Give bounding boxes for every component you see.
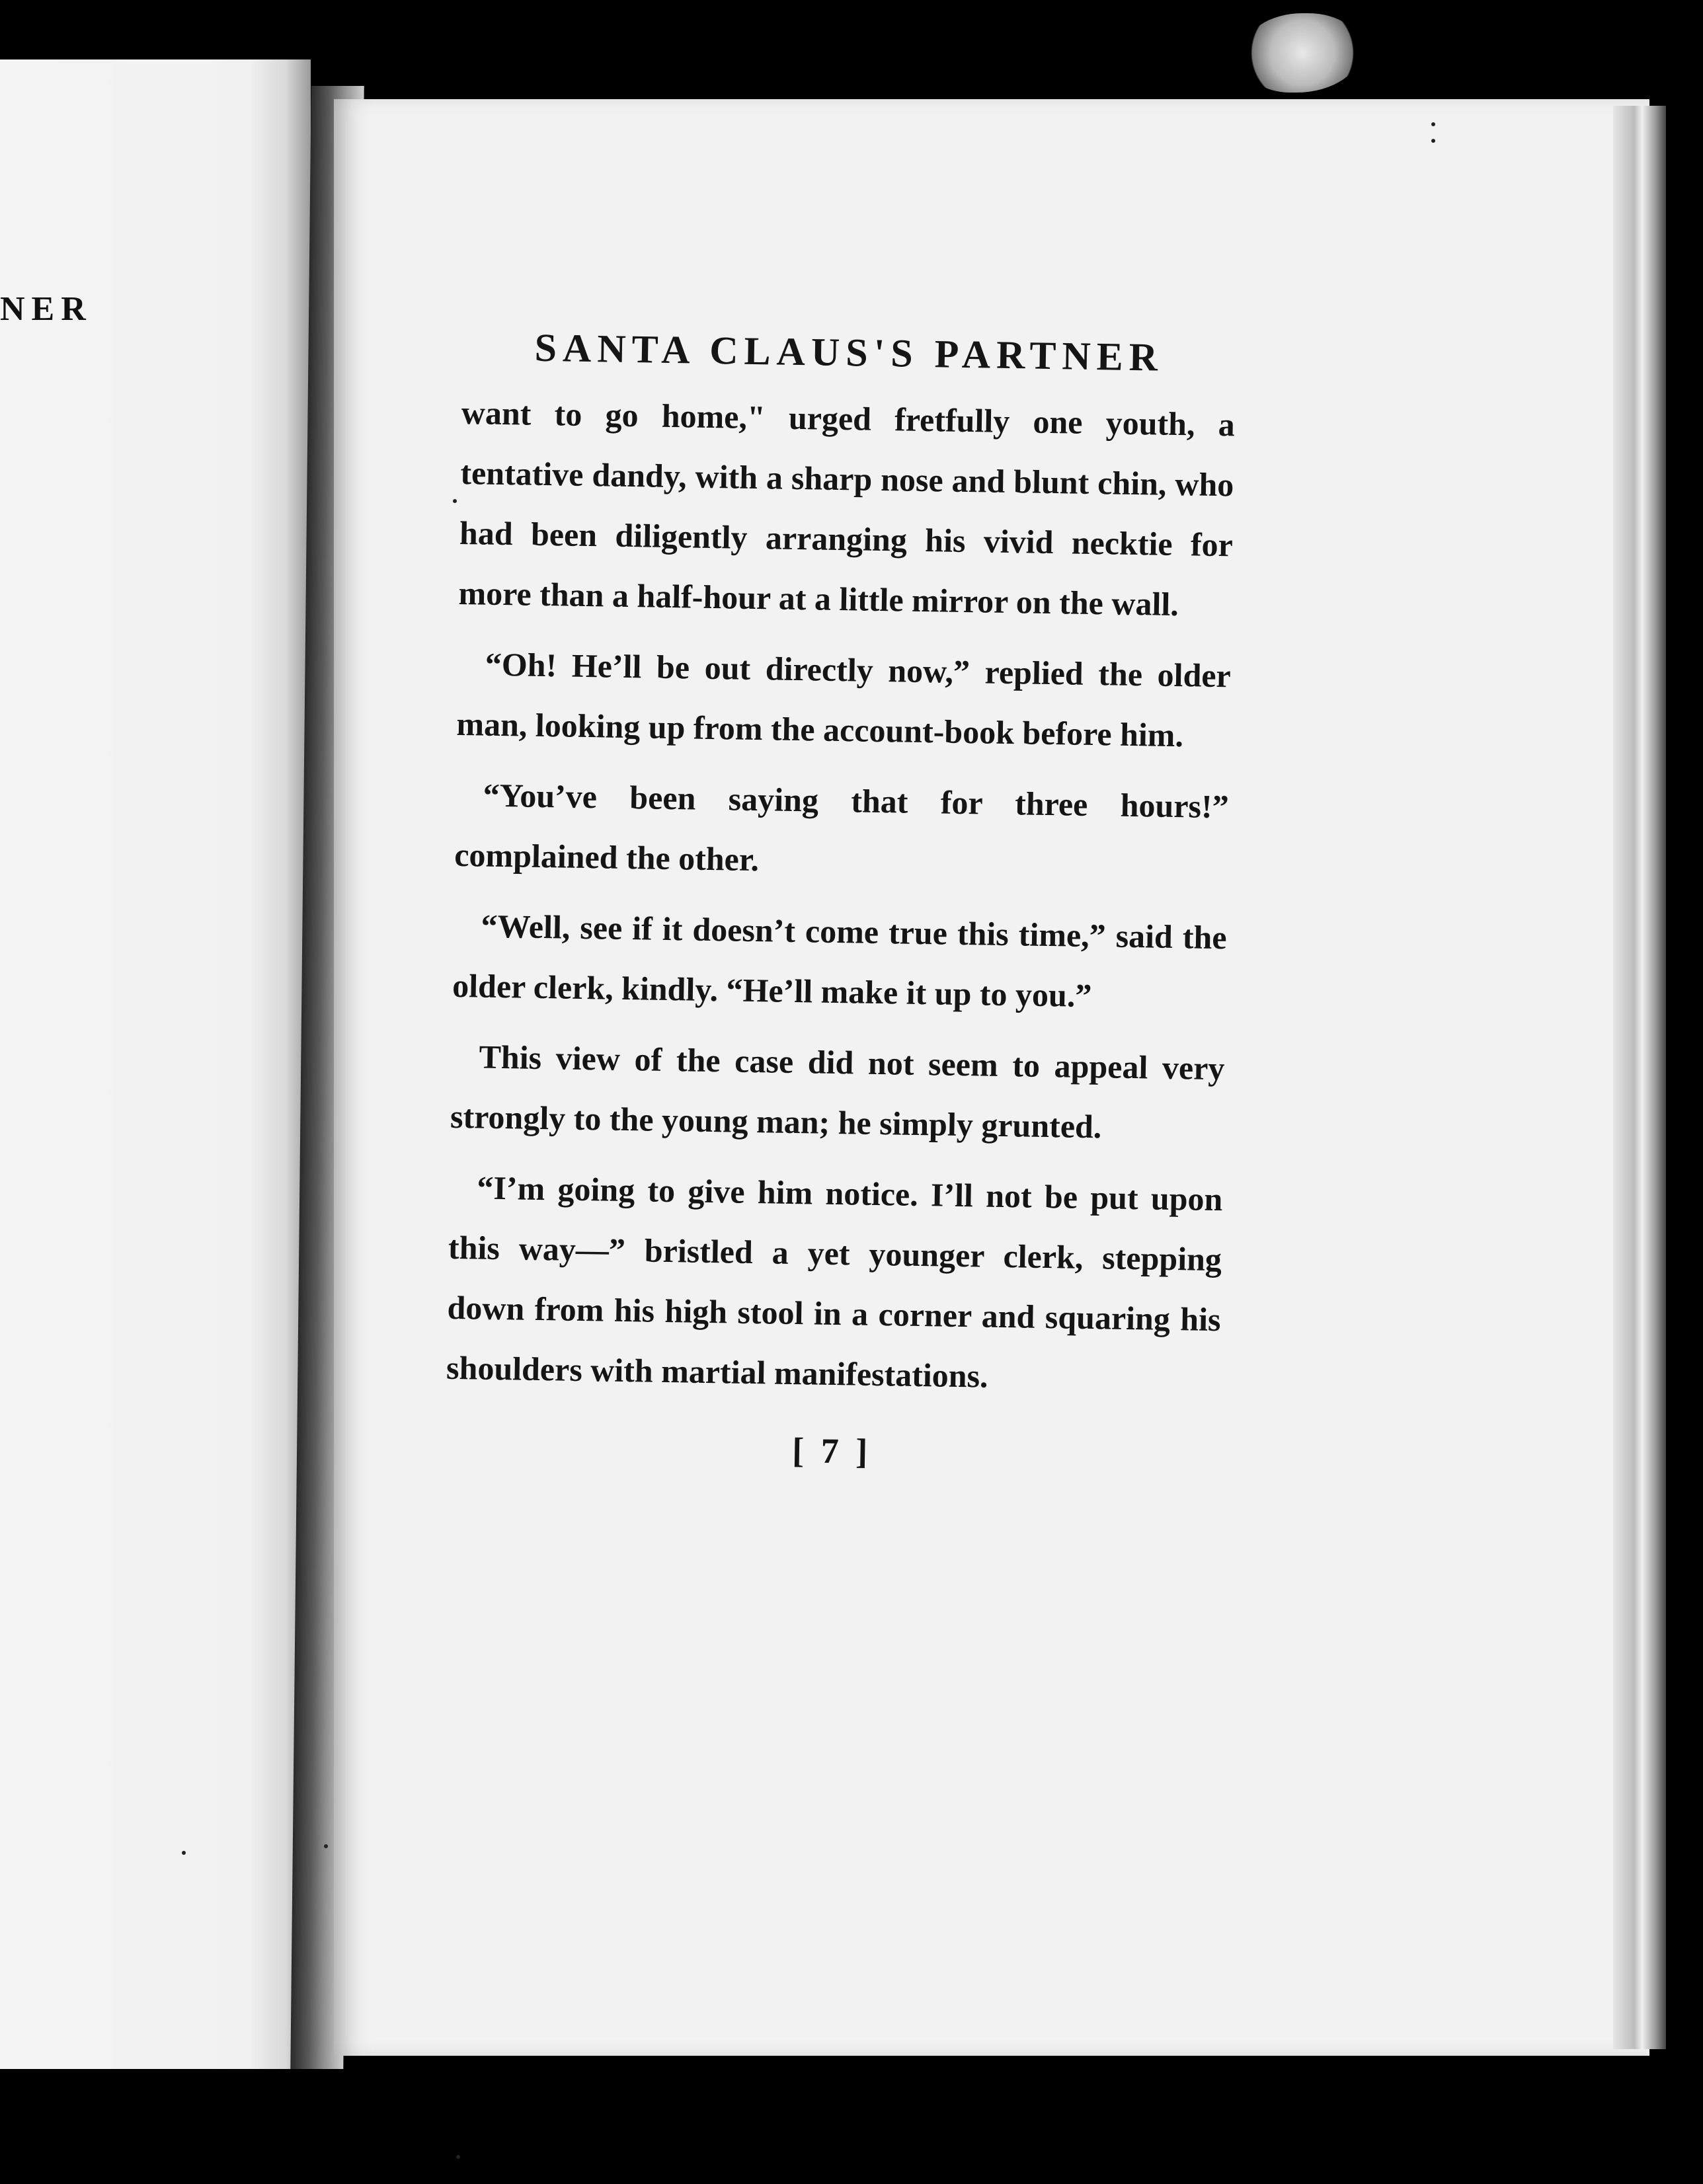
paragraph: This view of the case did not seem to appeal very strongly to the young man; he simply grunted. <box>450 1038 1225 1146</box>
paragraph: “I’m going to give him notice. I’ll not be put upon this way—” bristled a yet younger clerk, stepping down from his high stool in a corner and squaring his shoulders with martial manifestations. <box>446 1169 1223 1395</box>
scan-speck <box>182 1851 186 1855</box>
scan-speck <box>1431 139 1435 143</box>
scan-debris <box>1243 13 1362 93</box>
scan-speck <box>1431 122 1435 126</box>
page-stack-edge <box>1613 106 1666 2049</box>
left-facing-page <box>0 59 311 2069</box>
paragraph: “Oh! He’ll be out directly now,” replied the older man, looking up from the account-book before him. <box>456 645 1232 754</box>
paragraph: “Well, see if it doesn’t come true this time,” said the older clerk, kindly. “He’ll make it up to you.” <box>452 907 1228 1015</box>
paragraph: want to go home," urged fretfully one youth, a tentative dandy, with a sharp nose and blunt chin, who had been diligently arranging his vivid necktie for more than a half-hour at a little mirror on the wall. <box>458 393 1236 623</box>
scan-speck <box>456 2155 460 2159</box>
running-head: SANTA CLAUS'S PARTNER <box>534 325 1164 379</box>
paragraph: “You’ve been saying that for three hours!” complained the other. <box>454 776 1230 878</box>
scan-speck <box>324 1844 328 1848</box>
page-text-block <box>445 324 1236 1477</box>
page-number: [ 7 ] <box>791 1430 872 1471</box>
scan-speck <box>453 499 457 503</box>
left-running-head-fragment: NER <box>0 290 93 328</box>
